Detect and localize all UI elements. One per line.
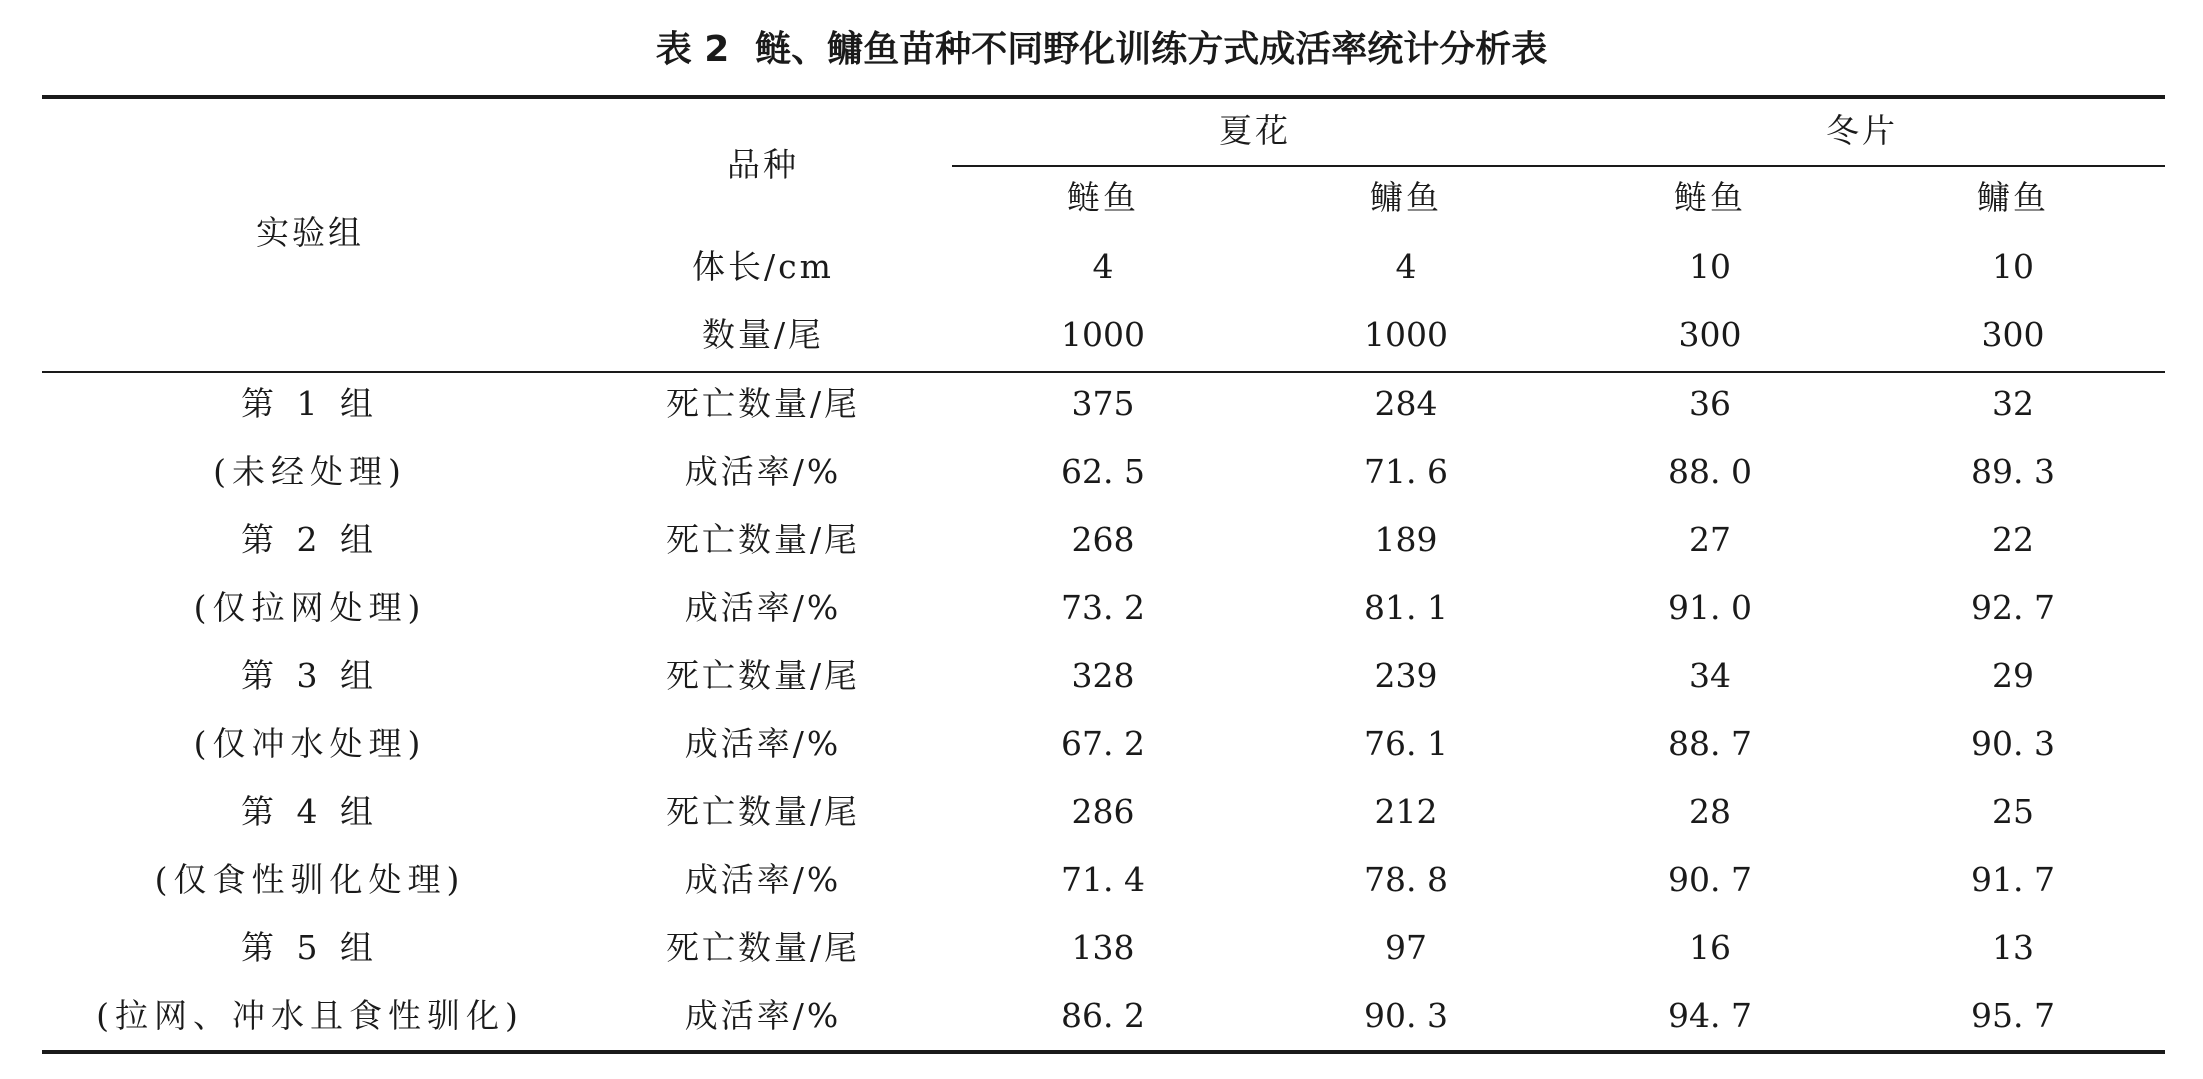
table-cell: 95. 7 xyxy=(1971,996,2055,1035)
table-cell: 16 xyxy=(1689,928,1731,967)
header-species: 鲢鱼 xyxy=(1067,178,1139,217)
group-label: (未经处理) xyxy=(213,452,407,491)
header-quantity: 1000 xyxy=(1364,315,1448,354)
table-number: 表 2 xyxy=(655,29,730,70)
table-cell: 78. 8 xyxy=(1364,860,1448,899)
group-label: (仅食性驯化处理) xyxy=(154,860,466,899)
header-species: 鳙鱼 xyxy=(1370,178,1442,217)
group-label: 第 2 组 xyxy=(241,520,379,559)
header-season-winter: 冬片 xyxy=(1826,111,1898,150)
metric-label: 成活率/% xyxy=(684,452,842,491)
metric-label: 成活率/% xyxy=(684,588,842,627)
bottom-rule xyxy=(42,1050,2165,1054)
group-label: (仅拉网处理) xyxy=(193,588,427,627)
table-cell: 73. 2 xyxy=(1061,588,1145,627)
table-cell: 62. 5 xyxy=(1061,452,1145,491)
table-cell: 268 xyxy=(1071,520,1135,559)
header-divider-rule xyxy=(42,371,2165,373)
table-cell: 286 xyxy=(1071,792,1135,831)
header-body-length: 10 xyxy=(1689,247,1731,286)
header-group-label: 实验组 xyxy=(256,213,364,252)
group-label: (仅冲水处理) xyxy=(193,724,427,763)
table-cell: 22 xyxy=(1992,520,2034,559)
table-title xyxy=(0,22,2203,78)
table-cell: 239 xyxy=(1374,656,1438,695)
header-species: 鲢鱼 xyxy=(1674,178,1746,217)
metric-label: 成活率/% xyxy=(684,724,842,763)
group-label: 第 4 组 xyxy=(241,792,379,831)
metric-label: 死亡数量/尾 xyxy=(665,928,861,967)
table-cell: 36 xyxy=(1689,384,1731,423)
table-cell: 328 xyxy=(1071,656,1135,695)
table-cell: 90. 3 xyxy=(1971,724,2055,763)
season-subheader-rule xyxy=(952,165,2165,167)
table-cell: 375 xyxy=(1071,384,1135,423)
table-title-text: 鲢、鳙鱼苗种不同野化训练方式成活率统计分析表 xyxy=(755,29,1548,70)
group-label: 第 1 组 xyxy=(241,384,379,423)
table-cell: 34 xyxy=(1689,656,1731,695)
group-label: 第 5 组 xyxy=(241,928,379,967)
table-cell: 91. 0 xyxy=(1668,588,1752,627)
table-cell: 90. 7 xyxy=(1668,860,1752,899)
header-body-length-label: 体长/cm xyxy=(692,247,834,286)
table-cell: 71. 6 xyxy=(1364,452,1448,491)
table-cell: 13 xyxy=(1992,928,2034,967)
header-quantity-label: 数量/尾 xyxy=(701,315,825,354)
table-cell: 212 xyxy=(1374,792,1438,831)
table-cell: 32 xyxy=(1992,384,2034,423)
table-cell: 27 xyxy=(1689,520,1731,559)
table-cell: 88. 7 xyxy=(1668,724,1752,763)
header-body-length: 4 xyxy=(1092,247,1114,286)
metric-label: 死亡数量/尾 xyxy=(665,656,861,695)
table-cell: 189 xyxy=(1374,520,1438,559)
metric-label: 死亡数量/尾 xyxy=(665,792,861,831)
table-cell: 284 xyxy=(1374,384,1438,423)
metric-label: 成活率/% xyxy=(684,996,842,1035)
top-rule xyxy=(42,95,2165,99)
header-quantity: 300 xyxy=(1678,315,1742,354)
table-cell: 29 xyxy=(1992,656,2034,695)
header-season-summer: 夏花 xyxy=(1219,111,1291,150)
table-cell: 94. 7 xyxy=(1668,996,1752,1035)
header-quantity: 1000 xyxy=(1061,315,1145,354)
table-cell: 138 xyxy=(1071,928,1135,967)
table-cell: 81. 1 xyxy=(1364,588,1448,627)
table-cell: 71. 4 xyxy=(1061,860,1145,899)
header-variety-label: 品种 xyxy=(727,145,799,184)
table-cell: 88. 0 xyxy=(1668,452,1752,491)
table-cell: 91. 7 xyxy=(1971,860,2055,899)
header-quantity: 300 xyxy=(1981,315,2045,354)
header-body-length: 4 xyxy=(1395,247,1417,286)
table-cell: 97 xyxy=(1385,928,1427,967)
table-cell: 67. 2 xyxy=(1061,724,1145,763)
table-cell: 90. 3 xyxy=(1364,996,1448,1035)
header-species: 鳙鱼 xyxy=(1977,178,2049,217)
table-cell: 76. 1 xyxy=(1364,724,1448,763)
table-cell: 89. 3 xyxy=(1971,452,2055,491)
metric-label: 成活率/% xyxy=(684,860,842,899)
group-label: (拉网、冲水且食性驯化) xyxy=(96,996,524,1035)
header-body-length: 10 xyxy=(1992,247,2034,286)
group-label: 第 3 组 xyxy=(241,656,379,695)
table-cell: 25 xyxy=(1992,792,2034,831)
table-cell: 28 xyxy=(1689,792,1731,831)
metric-label: 死亡数量/尾 xyxy=(665,520,861,559)
metric-label: 死亡数量/尾 xyxy=(665,384,861,423)
table-cell: 92. 7 xyxy=(1971,588,2055,627)
table-cell: 86. 2 xyxy=(1061,996,1145,1035)
